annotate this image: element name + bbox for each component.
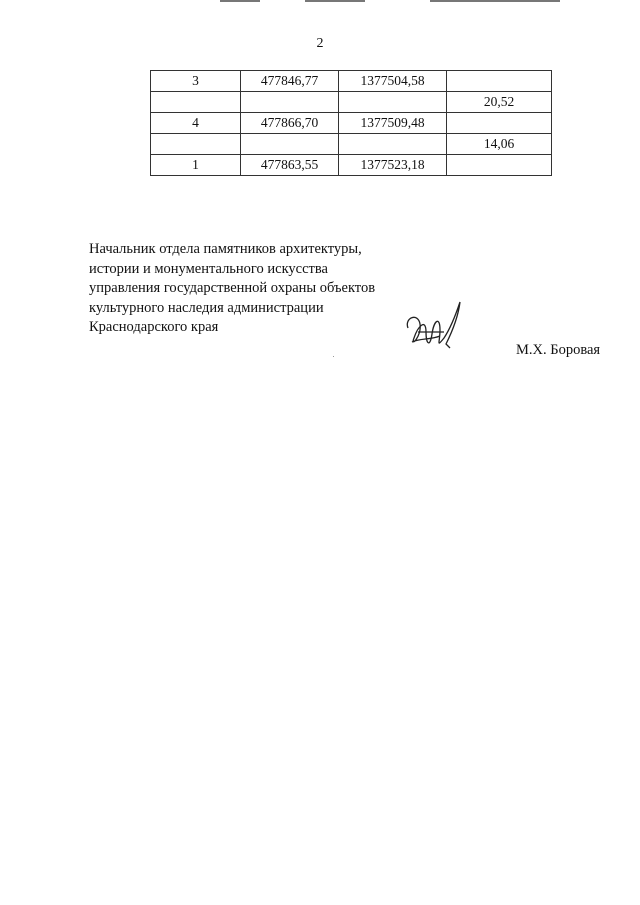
point-number-cell: 4 <box>151 113 241 134</box>
y-coordinate-cell: 1377523,18 <box>339 155 447 176</box>
point-number-cell <box>151 134 241 155</box>
signatory-position <box>89 240 375 338</box>
x-coordinate-cell: 477863,55 <box>241 155 339 176</box>
scan-speck <box>333 356 334 357</box>
distance-cell: 14,06 <box>447 134 552 155</box>
position-line: истории и монументального искусства <box>89 260 328 277</box>
table-row <box>151 134 552 155</box>
distance-cell: 20,52 <box>447 92 552 113</box>
x-coordinate-cell <box>241 92 339 113</box>
y-coordinate-cell: 1377504,58 <box>339 71 447 92</box>
point-number-cell <box>151 92 241 113</box>
y-coordinate-cell <box>339 92 447 113</box>
x-coordinate-cell: 477866,70 <box>241 113 339 134</box>
table-row <box>151 155 552 176</box>
scan-artifact-line <box>305 0 365 2</box>
handwritten-signature <box>400 298 470 358</box>
table-row <box>151 71 552 92</box>
point-number-cell: 3 <box>151 71 241 92</box>
y-coordinate-cell <box>339 134 447 155</box>
position-line: управления государственной охраны объектов <box>89 280 376 297</box>
position-line: Начальник отдела памятников архитектуры, <box>89 241 362 257</box>
point-number-cell: 1 <box>151 155 241 176</box>
position-line: Краснодарского края <box>89 319 219 336</box>
x-coordinate-cell: 477846,77 <box>241 71 339 92</box>
scan-artifact-line <box>220 0 260 2</box>
x-coordinate-cell <box>241 134 339 155</box>
page-number: 2 <box>316 36 324 51</box>
position-line: культурного наследия администрации <box>89 299 324 316</box>
signer-name: М.Х. Боровая <box>516 342 601 358</box>
coordinates-table <box>150 70 552 176</box>
distance-cell <box>447 155 552 176</box>
distance-cell <box>447 71 552 92</box>
table-row <box>151 113 552 134</box>
y-coordinate-cell: 1377509,48 <box>339 113 447 134</box>
scan-artifact-line <box>430 0 560 2</box>
table-row <box>151 92 552 113</box>
distance-cell <box>447 113 552 134</box>
